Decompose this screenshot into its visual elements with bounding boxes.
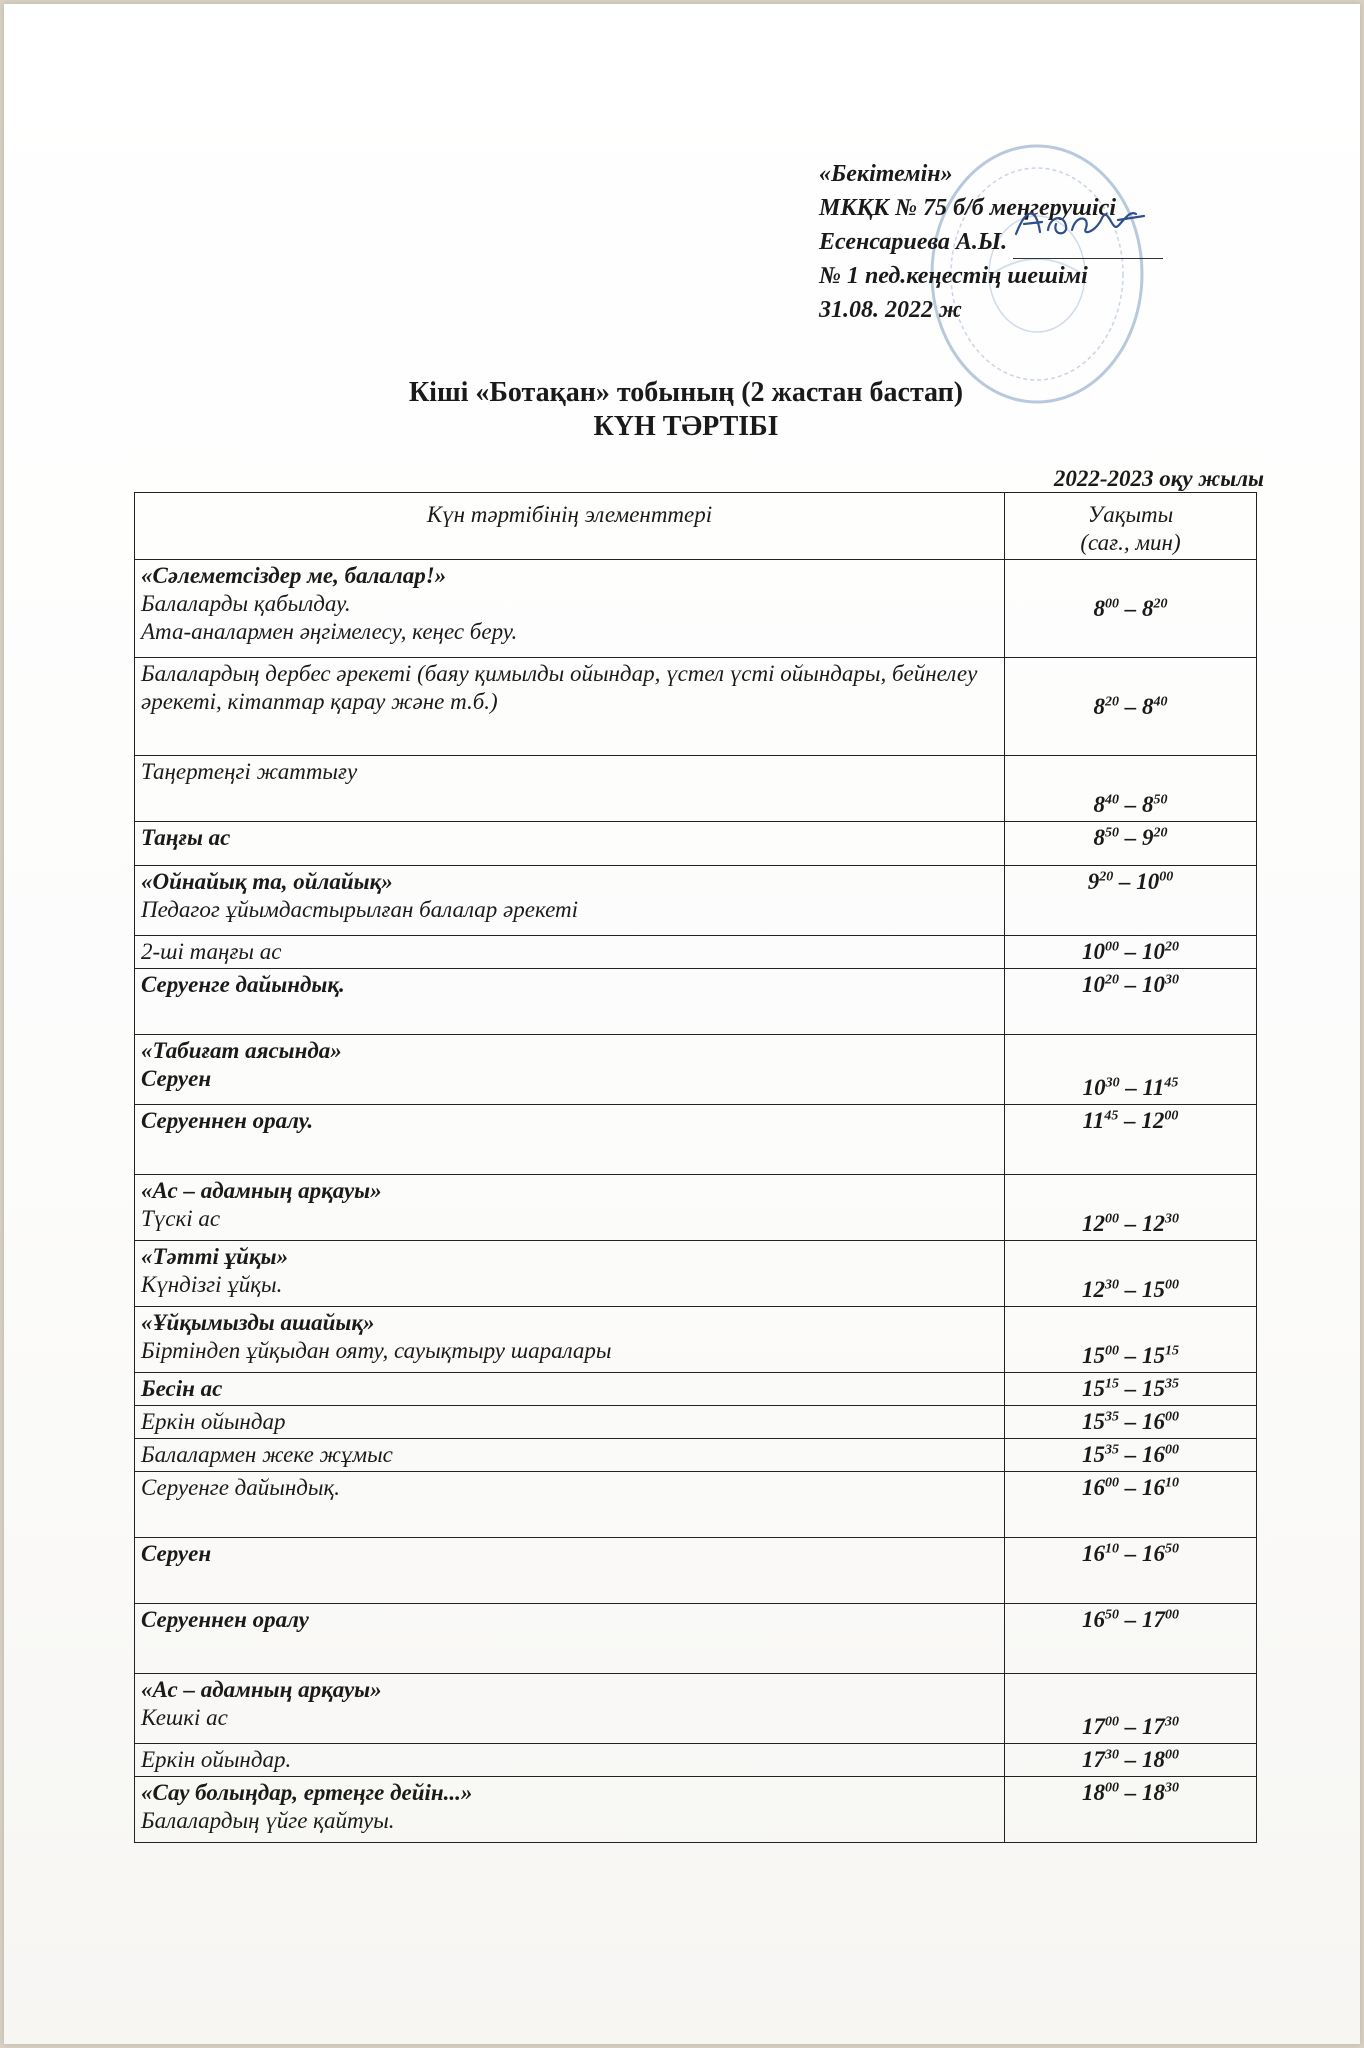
start-minute: 00 bbox=[1105, 1780, 1119, 1796]
document-page bbox=[4, 4, 1360, 2044]
end-hour: 16 bbox=[1142, 1409, 1165, 1434]
start-minute: 00 bbox=[1105, 595, 1119, 611]
time-cell: $10^{30} - 11^{45}$ bbox=[1005, 1035, 1257, 1105]
end-hour: 12 bbox=[1142, 1211, 1165, 1236]
activity-line: Кешкі ас bbox=[141, 1705, 228, 1730]
start-hour: 8 bbox=[1093, 693, 1105, 719]
schedule-table bbox=[134, 492, 1257, 1843]
start-hour: 8 bbox=[1093, 595, 1105, 621]
activity-line: «Ұйқымызды ашайық» bbox=[141, 1310, 375, 1335]
start-hour: 16 bbox=[1082, 1475, 1105, 1500]
activity-line: Таңертеңгі жаттығу bbox=[141, 759, 358, 784]
end-minute: 30 bbox=[1165, 1714, 1179, 1730]
end-hour: 10 bbox=[1142, 939, 1165, 964]
table-row bbox=[135, 1777, 1257, 1843]
end-minute: 00 bbox=[1165, 1442, 1179, 1458]
time-cell: $16^{50} - 17^{00}$ bbox=[1005, 1604, 1257, 1674]
table-row bbox=[135, 1175, 1257, 1241]
start-hour: 15 bbox=[1082, 1376, 1105, 1401]
time-cell: $15^{15} - 15^{35}$ bbox=[1005, 1373, 1257, 1406]
end-minute: 50 bbox=[1165, 1541, 1179, 1557]
approval-decision: № 1 пед.кеңестің шешімі bbox=[819, 263, 1088, 289]
start-hour: 10 bbox=[1082, 939, 1105, 964]
end-minute: 20 bbox=[1153, 825, 1168, 841]
activity-line: Серуен bbox=[141, 1066, 212, 1091]
start-minute: 00 bbox=[1105, 1343, 1119, 1359]
activity-cell bbox=[135, 1604, 1005, 1674]
activity-cell bbox=[135, 866, 1005, 936]
start-hour: 17 bbox=[1082, 1714, 1105, 1739]
end-hour: 8 bbox=[1142, 693, 1154, 719]
start-hour: 11 bbox=[1082, 1108, 1105, 1133]
activity-line: Еркін ойындар. bbox=[141, 1747, 292, 1772]
end-hour: 16 bbox=[1142, 1442, 1165, 1467]
table-row bbox=[135, 969, 1257, 1035]
start-minute: 20 bbox=[1105, 693, 1119, 709]
activity-cell bbox=[135, 1105, 1005, 1175]
activity-line: Күндізгі ұйқы. bbox=[141, 1272, 283, 1297]
table-row bbox=[135, 1373, 1257, 1406]
time-cell: $18^{00} - 18^{30}$ bbox=[1005, 1777, 1257, 1843]
start-minute: 30 bbox=[1105, 1277, 1119, 1293]
start-hour: 9 bbox=[1087, 869, 1100, 894]
activity-line: «Ас – адамның арқауы» bbox=[141, 1677, 382, 1702]
time-cell: $15^{35} - 16^{00}$ bbox=[1005, 1406, 1257, 1439]
activity-cell bbox=[135, 1373, 1005, 1406]
activity-line: «Сәлеметсіздер ме, балалар!» bbox=[141, 563, 447, 588]
time-cell: $12^{00} - 12^{30}$ bbox=[1005, 1175, 1257, 1241]
start-minute: 45 bbox=[1104, 1108, 1119, 1124]
end-hour: 8 bbox=[1142, 792, 1154, 817]
table-row bbox=[135, 1538, 1257, 1604]
activity-cell bbox=[135, 1241, 1005, 1307]
end-minute: 15 bbox=[1165, 1343, 1179, 1359]
table-row bbox=[135, 1241, 1257, 1307]
end-hour: 17 bbox=[1142, 1607, 1165, 1632]
academic-year: 2022-2023 оқу жылы bbox=[1053, 466, 1264, 491]
table-row bbox=[135, 1105, 1257, 1175]
table-row bbox=[135, 1674, 1257, 1744]
end-hour: 18 bbox=[1142, 1780, 1165, 1805]
start-hour: 12 bbox=[1082, 1211, 1105, 1236]
end-minute: 50 bbox=[1153, 792, 1168, 808]
activity-line: Педагог ұйымдастырылған балалар әрекеті bbox=[141, 897, 579, 922]
start-hour: 15 bbox=[1082, 1409, 1105, 1434]
activity-cell bbox=[135, 1538, 1005, 1604]
table-row bbox=[135, 1439, 1257, 1472]
activity-line: Балалардың үйге қайтуы. bbox=[141, 1808, 395, 1833]
time-cell: $17^{00} - 17^{30}$ bbox=[1005, 1674, 1257, 1744]
activity-line: Серуенге дайындық. bbox=[141, 972, 345, 997]
activity-cell bbox=[135, 1406, 1005, 1439]
end-minute: 00 bbox=[1165, 1747, 1179, 1763]
end-hour: 17 bbox=[1142, 1714, 1165, 1739]
table-row bbox=[135, 866, 1257, 936]
table-row bbox=[135, 1744, 1257, 1777]
start-hour: 10 bbox=[1082, 1075, 1106, 1100]
time-cell: $9^{20} - 10^{00}$ bbox=[1005, 866, 1257, 936]
start-minute: 10 bbox=[1105, 1541, 1119, 1557]
table-row bbox=[135, 1406, 1257, 1439]
end-minute: 40 bbox=[1153, 693, 1168, 709]
end-minute: 30 bbox=[1165, 1780, 1179, 1796]
start-hour: 18 bbox=[1082, 1780, 1105, 1805]
end-hour: 18 bbox=[1142, 1747, 1165, 1772]
time-cell: $8^{40} - 8^{50}$ bbox=[1005, 756, 1257, 822]
activity-line: Ата-аналармен әңгімелесу, кеңес беру. bbox=[141, 619, 518, 644]
activity-line: Серуеннен оралу bbox=[141, 1607, 309, 1632]
activity-cell bbox=[135, 1777, 1005, 1843]
time-cell: $8^{50} - 9^{20}$ bbox=[1005, 822, 1257, 866]
activity-line: Біртіндеп ұйқыдан ояту, сауықтыру шаралары bbox=[141, 1338, 612, 1363]
activity-cell bbox=[135, 1439, 1005, 1472]
activity-line: Балалардың дербес әрекеті (баяу қимылды ойындар, үстел үсті ойындары, бейнелеу әрекеті, кітаптар қарау және т.б.) bbox=[141, 661, 978, 714]
end-minute: 30 bbox=[1165, 1211, 1179, 1227]
activity-line: Серуеннен оралу. bbox=[141, 1108, 314, 1133]
activity-cell bbox=[135, 560, 1005, 658]
end-minute: 00 bbox=[1165, 1277, 1179, 1293]
approval-date: 31.08. 2022 ж bbox=[819, 297, 962, 323]
end-hour: 11 bbox=[1142, 1075, 1165, 1100]
activity-line: «Сау болыңдар, ертеңге дейін...» bbox=[141, 1780, 473, 1805]
time-cell: $17^{30} - 18^{00}$ bbox=[1005, 1744, 1257, 1777]
time-cell: $10^{00} - 10^{20}$ bbox=[1005, 936, 1257, 969]
activity-cell bbox=[135, 1307, 1005, 1373]
start-minute: 00 bbox=[1105, 1714, 1119, 1730]
table-row bbox=[135, 560, 1257, 658]
time-cell: $10^{20} - 10^{30}$ bbox=[1005, 969, 1257, 1035]
time-cell: $16^{10} - 16^{50}$ bbox=[1005, 1538, 1257, 1604]
activity-cell bbox=[135, 1035, 1005, 1105]
start-minute: 00 bbox=[1105, 939, 1119, 955]
document-subtitle: КҮН ТӘРТІБІ bbox=[593, 411, 779, 442]
start-minute: 20 bbox=[1105, 972, 1119, 988]
start-minute: 20 bbox=[1099, 869, 1114, 885]
document-title: Кіші «Ботақан» тобының (2 жастан бастап) bbox=[408, 377, 964, 408]
time-cell: $11^{45} - 12^{00}$ bbox=[1005, 1105, 1257, 1175]
activity-line: Бесін ас bbox=[141, 1376, 223, 1401]
end-hour: 10 bbox=[1136, 869, 1160, 894]
end-hour: 9 bbox=[1142, 825, 1154, 850]
activity-line: Түскі ас bbox=[141, 1206, 221, 1231]
table-row bbox=[135, 1035, 1257, 1105]
start-minute: 00 bbox=[1105, 1475, 1119, 1491]
activity-cell bbox=[135, 756, 1005, 822]
end-minute: 30 bbox=[1165, 972, 1179, 988]
end-hour: 15 bbox=[1142, 1277, 1165, 1302]
table-row bbox=[135, 936, 1257, 969]
end-minute: 00 bbox=[1159, 869, 1174, 885]
activity-cell bbox=[135, 1472, 1005, 1538]
start-minute: 50 bbox=[1105, 1607, 1119, 1623]
end-hour: 16 bbox=[1142, 1541, 1165, 1566]
start-hour: 16 bbox=[1082, 1541, 1105, 1566]
activity-cell bbox=[135, 1674, 1005, 1744]
start-hour: 15 bbox=[1082, 1442, 1105, 1467]
activity-line: Серуен bbox=[141, 1541, 212, 1566]
table-row bbox=[135, 1472, 1257, 1538]
approval-head-position: МКҚК № 75 б/б меңгерушісі bbox=[819, 195, 1116, 221]
activity-line: Балаларды қабылдау. bbox=[141, 591, 351, 616]
header-elements: Күн тәртібінің элементтері bbox=[135, 493, 1005, 560]
time-cell: $16^{00} - 16^{10}$ bbox=[1005, 1472, 1257, 1538]
approval-heading: «Бекітемін» bbox=[819, 161, 953, 187]
time-cell: $8^{20} - 8^{40}$ bbox=[1005, 658, 1257, 756]
activity-line: Серуенге дайындық. bbox=[141, 1475, 341, 1500]
table-row bbox=[135, 1604, 1257, 1674]
activity-cell bbox=[135, 1744, 1005, 1777]
table-row bbox=[135, 658, 1257, 756]
activity-line: Балалармен жеке жұмыс bbox=[141, 1442, 393, 1467]
activity-cell bbox=[135, 822, 1005, 866]
time-cell: $8^{00} - 8^{20}$ bbox=[1005, 560, 1257, 658]
activity-line: «Ойнайық та, ойлайық» bbox=[141, 869, 393, 894]
end-hour: 10 bbox=[1142, 972, 1165, 997]
activity-line: 2-ші таңғы ас bbox=[141, 939, 282, 964]
header-time-unit: (сағ., мин) bbox=[1080, 530, 1181, 555]
end-minute: 00 bbox=[1165, 1607, 1179, 1623]
table-row bbox=[135, 756, 1257, 822]
start-hour: 12 bbox=[1082, 1277, 1105, 1302]
start-hour: 17 bbox=[1082, 1747, 1105, 1772]
schedule-body bbox=[135, 560, 1257, 1843]
start-minute: 15 bbox=[1105, 1376, 1119, 1392]
end-hour: 8 bbox=[1142, 595, 1154, 621]
table-row bbox=[135, 1307, 1257, 1373]
start-minute: 40 bbox=[1105, 792, 1119, 808]
activity-cell bbox=[135, 658, 1005, 756]
time-cell: $12^{30} - 15^{00}$ bbox=[1005, 1241, 1257, 1307]
table-row bbox=[135, 822, 1257, 866]
end-minute: 20 bbox=[1153, 595, 1168, 611]
start-hour: 8 bbox=[1093, 792, 1105, 817]
end-minute: 35 bbox=[1165, 1376, 1179, 1392]
end-minute: 00 bbox=[1164, 1108, 1179, 1124]
end-minute: 10 bbox=[1165, 1475, 1179, 1491]
end-hour: 15 bbox=[1142, 1376, 1165, 1401]
start-minute: 50 bbox=[1105, 825, 1119, 841]
activity-line: «Ас – адамның арқауы» bbox=[141, 1178, 382, 1203]
end-minute: 00 bbox=[1165, 1409, 1179, 1425]
header-time bbox=[1005, 493, 1257, 560]
start-hour: 16 bbox=[1082, 1607, 1105, 1632]
start-hour: 10 bbox=[1082, 972, 1105, 997]
start-minute: 30 bbox=[1105, 1747, 1119, 1763]
start-minute: 30 bbox=[1105, 1075, 1120, 1091]
activity-line: «Табиғат аясында» bbox=[141, 1038, 342, 1063]
end-hour: 12 bbox=[1141, 1108, 1165, 1133]
end-hour: 15 bbox=[1142, 1343, 1165, 1368]
header-time-label: Уақыты bbox=[1087, 502, 1174, 527]
start-hour: 8 bbox=[1093, 825, 1105, 850]
time-cell: $15^{00} - 15^{15}$ bbox=[1005, 1307, 1257, 1373]
end-minute: 20 bbox=[1165, 939, 1179, 955]
start-minute: 00 bbox=[1105, 1211, 1119, 1227]
activity-line: Еркін ойындар bbox=[141, 1409, 286, 1434]
activity-line: «Тәтті ұйқы» bbox=[141, 1244, 289, 1269]
signature-icon bbox=[1012, 202, 1152, 242]
approval-name: Есенсариева А.Ы. bbox=[819, 229, 1008, 255]
start-minute: 35 bbox=[1105, 1442, 1119, 1458]
end-minute: 45 bbox=[1164, 1075, 1179, 1091]
activity-cell bbox=[135, 969, 1005, 1035]
start-hour: 15 bbox=[1082, 1343, 1105, 1368]
approval-block bbox=[819, 157, 1163, 327]
table-header-row bbox=[135, 493, 1257, 560]
activity-cell bbox=[135, 1175, 1005, 1241]
end-hour: 16 bbox=[1142, 1475, 1165, 1500]
time-cell: $15^{35} - 16^{00}$ bbox=[1005, 1439, 1257, 1472]
activity-cell bbox=[135, 936, 1005, 969]
activity-line: Таңғы ас bbox=[141, 825, 231, 850]
start-minute: 35 bbox=[1105, 1409, 1119, 1425]
